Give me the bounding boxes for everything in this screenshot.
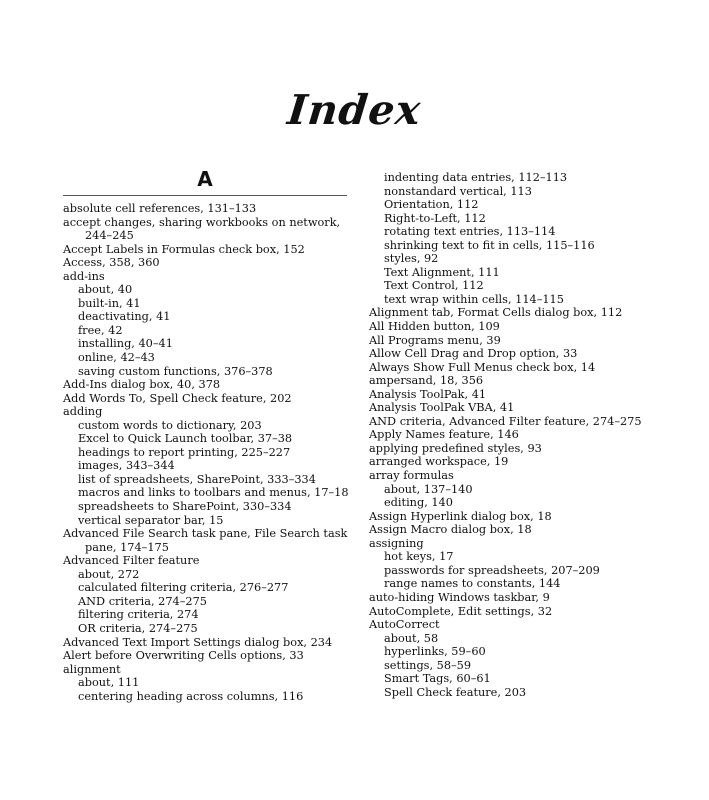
index-entry-text: saving custom functions, 376–378 [78,364,273,378]
index-entry [369,510,669,524]
index-entry-text: shrinking text to fit in cells, 115–116 [384,238,595,252]
index-entry-text: AutoComplete, Edit settings, 32 [369,604,553,618]
index-entry [369,428,669,442]
index-subentry [63,473,353,487]
index-subentry [63,486,353,500]
index-subentry [369,171,669,185]
index-subentry [63,432,353,446]
index-entry-text: Assign Hyperlink dialog box, 18 [369,509,552,523]
index-entry-text: absolute cell references, 131–133 [63,202,257,215]
index-subentry [63,500,353,514]
index-subentry [63,622,353,636]
index-subentry [63,297,353,311]
index-entry-text: custom words to dictionary, 203 [78,418,262,432]
index-entry-text: list of spreadsheets, SharePoint, 333–334 [78,472,316,486]
index-subentry [63,419,353,433]
index-subentry [369,212,669,226]
index-entry-text: macros and links to toolbars and menus, 17–18 [78,486,349,500]
index-subentry [63,446,353,460]
index-entry-text: Spell Check feature, 203 [384,685,527,699]
index-subentry [369,239,669,253]
index-entry-text: headings to report printing, 225–227 [78,445,291,459]
index-entry [369,361,669,375]
index-entry-text: Add-Ins dialog box, 40, 378 [63,378,221,392]
index-entry [63,243,353,257]
index-entry [369,388,669,402]
index-entry-text: hot keys, 17 [384,550,454,564]
index-entry-text: Text Alignment, 111 [384,265,500,279]
index-entry-text: spreadsheets to SharePoint, 330–334 [78,500,292,514]
index-entry-text: online, 42–43 [78,351,155,365]
index-entry [369,401,669,415]
index-entry [369,469,669,483]
index-entry [63,554,353,568]
index-entry [369,347,669,361]
section-divider [63,195,347,196]
index-subentry [63,568,353,582]
index-subentry [369,577,669,591]
index-entry-text: Alignment tab, Format Cells dialog box, 112 [369,306,623,320]
index-entry-text: about, 40 [78,283,133,297]
index-entry [369,537,669,551]
index-entry-text: editing, 140 [384,496,453,510]
index-entry [63,636,353,650]
index-subentry [369,266,669,280]
section-letter-heading: A [197,167,213,191]
index-subentry [63,690,353,704]
index-subentry [63,581,353,595]
index-subentry [63,608,353,622]
index-entry-text: AND criteria, Advanced Filter feature, 274–275 [369,414,642,428]
index-subentry [63,283,353,297]
index-entry-text: about, 272 [78,567,140,581]
index-entry-text: indenting data entries, 112–113 [384,171,568,184]
index-entry-text: passwords for spreadsheets, 207–209 [384,563,600,577]
index-entry-text: AND criteria, 274–275 [78,594,207,608]
index-entry-text: Advanced File Search task pane, File Search task [63,527,348,541]
index-entry-text: Smart Tags, 60–61 [384,672,491,686]
index-subentry [63,351,353,365]
index-entry-text: Analysis ToolPak VBA, 41 [369,401,515,415]
index-entry-text: add-ins [63,269,105,283]
index-entry [369,605,669,619]
index-subentry [369,645,669,659]
index-subentry [369,225,669,239]
index-entry-text: Alert before Overwriting Cells options, 33 [63,649,304,663]
index-entry [63,527,353,554]
index-entry [63,405,353,419]
index-entry [369,523,669,537]
page-title: Index [285,86,424,134]
index-entry [63,663,353,677]
index-subentry [369,483,669,497]
index-entry-text: free, 42 [78,323,123,337]
index-subentry [63,676,353,690]
index-entry-text: Assign Macro dialog box, 18 [369,523,532,537]
index-entry-text: Orientation, 112 [384,198,479,212]
index-entry [369,320,669,334]
index-entry-text: styles, 92 [384,252,439,266]
index-entry-text: built-in, 41 [78,296,141,310]
index-subentry [63,514,353,528]
index-entry-text: images, 343–344 [78,459,175,473]
index-entry-text: vertical separator bar, 15 [78,513,224,527]
index-entry-text: All Hidden button, 109 [369,320,500,334]
index-subentry [63,324,353,338]
index-entry-text: about, 137–140 [384,482,473,496]
index-entry [369,618,669,632]
index-subentry [63,365,353,379]
index-entry-text: text wrap within cells, 114–115 [384,292,564,306]
index-entry [63,256,353,270]
index-entry-text: installing, 40–41 [78,337,173,351]
index-subentry [369,659,669,673]
index-entry [63,649,353,663]
index-entry-text: arranged workspace, 19 [369,455,509,469]
index-entry-text: Right-to-Left, 112 [384,211,486,225]
index-entry-text: Always Show Full Menus check box, 14 [369,360,596,374]
index-subentry [63,595,353,609]
index-subentry [63,459,353,473]
index-subentry [369,550,669,564]
index-entry-text: adding [63,405,103,419]
index-entry-continuation: 244–245 [85,229,134,243]
index-entry-text: Advanced Text Import Settings dialog box, 234 [63,635,333,649]
index-entry-text: Accept Labels in Formulas check box, 152 [63,242,305,256]
index-entry-text: about, 58 [384,631,439,645]
index-entry-text: array formulas [369,469,454,483]
index-entry [369,442,669,456]
index-entry-text: range names to constants, 144 [384,577,561,591]
index-entry-text: Access, 358, 360 [63,256,160,270]
index-entry-text: OR criteria, 274–275 [78,621,198,635]
index-entry [63,392,353,406]
index-entry [63,270,353,284]
index-subentry [63,310,353,324]
index-entry-text: accept changes, sharing workbooks on network, [63,215,341,229]
index-entry-text: rotating text entries, 113–114 [384,225,556,239]
index-subentry [369,632,669,646]
index-entry-text: Apply Names feature, 146 [369,428,519,442]
index-entry-text: about, 111 [78,676,140,690]
index-entry-text: Analysis ToolPak, 41 [369,387,487,401]
index-entry-text: Advanced Filter feature [63,554,200,568]
index-subentry [369,564,669,578]
index-entry-text: hyperlinks, 59–60 [384,645,486,659]
index-entry-text: deactivating, 41 [78,310,171,324]
index-entry [369,591,669,605]
index-entry-text: filtering criteria, 274 [78,608,199,622]
index-entry-text: Text Control, 112 [384,279,484,293]
index-entry [369,306,669,320]
index-subentry [369,686,669,700]
index-column-left [63,202,353,703]
index-entry-text: ampersand, 18, 356 [369,374,484,388]
index-entry-text: Excel to Quick Launch toolbar, 37–38 [78,432,293,446]
index-entry-text: All Programs menu, 39 [369,333,501,347]
index-subentry [369,672,669,686]
index-entry-text: alignment [63,662,121,676]
index-entry-text: auto-hiding Windows taskbar, 9 [369,590,550,604]
index-entry [369,415,669,429]
index-column-right [369,171,669,699]
index-entry-text: settings, 58–59 [384,658,472,672]
index-entry [369,374,669,388]
index-subentry [369,198,669,212]
index-subentry [369,496,669,510]
index-entry-text: AutoCorrect [369,618,440,632]
index-entry-text: centering heading across columns, 116 [78,689,304,703]
index-entry-continuation: pane, 174–175 [85,540,169,554]
index-entry-text: Allow Cell Drag and Drop option, 33 [369,347,578,361]
index-entry-text: Add Words To, Spell Check feature, 202 [63,391,292,405]
index-subentry [369,185,669,199]
index-subentry [369,293,669,307]
index-entry-text: calculated filtering criteria, 276–277 [78,581,289,595]
index-subentry [369,279,669,293]
index-entry-text: assigning [369,536,424,550]
index-entry [369,455,669,469]
index-subentry [369,252,669,266]
index-entry [63,378,353,392]
index-entry [63,216,353,243]
index-entry [63,202,353,216]
index-entry-text: applying predefined styles, 93 [369,441,542,455]
index-entry [369,334,669,348]
index-entry-text: nonstandard vertical, 113 [384,184,532,198]
index-subentry [63,337,353,351]
